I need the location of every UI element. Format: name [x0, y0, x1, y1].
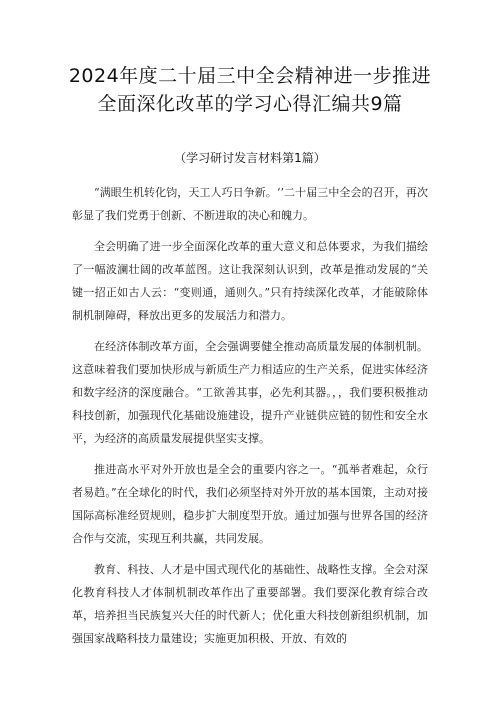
paragraph-1: “满眼生机转化钧，天工人巧日争新。‘’二十届三中全会的召开，再次彰显了我们党勇于创新、不断进取的决心和魄力。	[72, 186, 428, 222]
document-subtitle: （学习研讨发言材料第1篇）	[174, 151, 326, 165]
title-line-2: 全面深化改革的学习心得汇编共9篇	[97, 93, 403, 115]
paragraph-3: 在经济体制改革方面，全会强调要健全推动高质量发展的体制机制。这意味着我们要加快形成与新质生产力相适应的生产关系，促进实体经济和数字经济的深度融合。“工欲善其事，必先利其器。，，我们要积极推动科技创新，加强现代化基础设施建设，提升产业链供应链的韧性和安全水平，为经济的高质量发展提供坚实支撑。	[72, 340, 428, 445]
paragraph-4: 推进高水平对外开放也是全会的重要内容之一。“孤举者难起，众行者易趋。”在全球化的时代，我们必须坚持对外开放的基本国策，主动对接国际高标准经贸规则，稳步扩大制度型开放。通过加强与世界各国的经济合作与交流，实现互利共赢，共同发展。	[72, 463, 428, 545]
title-line-1: 2024年度二十届三中全会精神进一步推进	[68, 65, 432, 87]
paragraph-5: 教育、科技、人才是中国式现代化的基础性、战略性支撑。全会对深化教育科技人才体制机制改革作出了重要部署。我们要深化教育综合改革，培养担当民族复兴大任的时代新人；优化重大科技创新组织机制，加强国家战略科技力量建设；实施更加积极、开放、有效的	[72, 563, 428, 645]
document-title	[40, 62, 460, 118]
paragraph-2: 全会明确了进一步全面深化改革的重大意义和总体要求，为我们描绘了一幅波澜壮阔的改革蓝图。这让我深刻认识到，改革是推动发展的“关键一招正如古人云：“变则通，通则久。”只有持续深化改革，才能破除体制机制障碍，释放出更多的发展活力和潜力。	[72, 240, 428, 322]
document-body	[72, 181, 428, 658]
